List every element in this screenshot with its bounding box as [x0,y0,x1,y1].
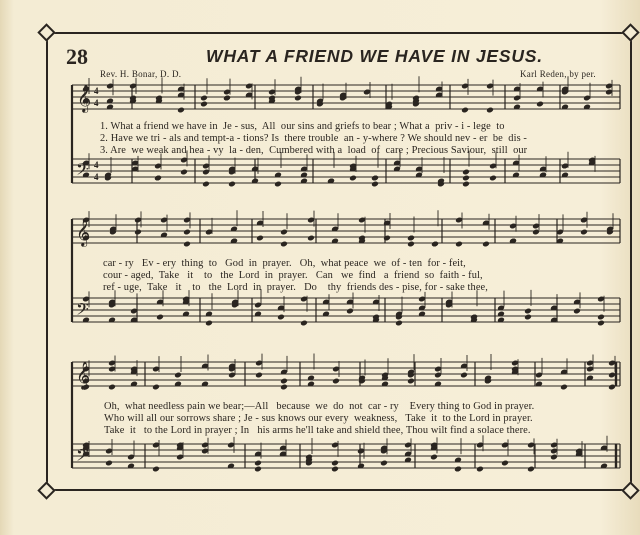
note-head [482,241,490,248]
note-head [255,372,263,379]
note-head [380,460,388,467]
note-head [174,372,182,379]
note-head [108,384,116,391]
lyricist-credit: Rev. H. Bonar, D. D. [100,69,182,79]
note-head [524,314,532,321]
note-head [156,314,164,321]
note-head [280,384,288,391]
note-head [407,378,415,385]
note-head [462,169,470,176]
treble-clef: 𝄞 [76,361,91,389]
note-head [200,101,208,108]
note-head [346,308,354,315]
note-head [183,241,191,248]
note-head [371,175,379,182]
note-head [177,107,185,114]
note-head [254,460,262,467]
note-head [349,175,357,182]
note-head [105,460,113,467]
note-head [383,235,391,242]
note-head [407,235,415,242]
note-head [460,372,468,379]
time-signature: 4 [94,172,99,182]
note-head [461,107,469,114]
note-head [573,308,581,315]
note-head [332,378,340,385]
note-head [454,466,462,473]
lyric-line: 2. Have we tri - als and tempt-a - tions? Is there trouble an - y-where ? We should nev - er be dis - [100,133,527,144]
bass-clef: 𝄢 [76,299,89,323]
note-head [489,175,497,182]
lyric-line: 1. What a friend we have in Je - sus, All our sins and griefs to bear ; What a priv - i - lege to [100,121,505,132]
note-head [152,384,160,391]
note-head [486,107,494,114]
page-number: 28 [66,44,88,69]
note-head [608,372,616,379]
note-head [202,181,210,188]
note-head [560,384,568,391]
note-head [407,241,415,248]
lyric-line: ref - uge, Take it to the Lord in prayer. Do thy friends des - pise, for - sake thee, [103,282,488,293]
note-head [462,175,470,182]
lyric-line: 3. Are we weak and hea - vy la - den, Cumbered with a load of care ; Precious Saviour, still our [100,145,528,156]
note-head [154,175,162,182]
time-signature: 4 [94,98,99,108]
lyric-line: Who will all our sorrows share ; Je - sus knows our every weakness, Take it to the Lord in prayer. [104,413,533,424]
note-head [307,235,315,242]
treble-clef: 𝄞 [77,84,92,112]
note-head [331,460,339,467]
note-head [395,320,403,327]
note-head [430,454,438,461]
note-head [280,378,288,385]
treble-clef: 𝄞 [76,218,91,246]
lyric-line: cour - aged, Take it to the Lord in prayer. Can we find a friend so faith - ful, [103,270,483,281]
bass-clef: 𝄢 [76,159,89,183]
note-head [277,314,285,321]
note-head [256,235,264,242]
note-head [205,320,213,327]
note-head [274,181,282,188]
note-head [300,320,308,327]
note-head [608,384,616,391]
lyric-line: car - ry Ev - ery thing to God in prayer. Oh, what peace we of - ten for - feit, [103,258,466,269]
note-head [476,466,484,473]
note-head [294,95,302,102]
note-head [597,320,605,327]
note-head [223,95,231,102]
time-signature: 4 [94,86,99,96]
note-head [228,181,236,188]
note-head [331,466,339,473]
lyric-line: Oh, what needless pain we bear;—All because we do not car - ry Every thing to God in prayer. [104,401,535,412]
note-head [254,466,262,473]
composer-credit: Karl Reden, by per. [520,69,596,79]
bass-clef: 𝄢 [76,445,89,469]
note-head [280,229,288,236]
note-head [280,241,288,248]
hymn-title: WHAT A FRIEND WE HAVE IN JESUS. [206,46,543,66]
note-head [134,229,142,236]
note-head [152,466,160,473]
note-head [180,169,188,176]
note-head [597,314,605,321]
note-head [501,460,509,467]
note-head [462,181,470,188]
note-head [580,229,588,236]
note-head [431,241,439,248]
note-head [524,308,532,315]
lyric-line: Take it to the Lord in prayer ; In his arms he'll take and shield thee, Thou wilt find a solace there. [104,425,531,436]
note-head [200,95,208,102]
note-head [183,229,191,236]
note-head [527,466,535,473]
note-head [536,101,544,108]
note-head [371,181,379,188]
note-head [455,241,463,248]
time-signature: 4 [94,160,99,170]
